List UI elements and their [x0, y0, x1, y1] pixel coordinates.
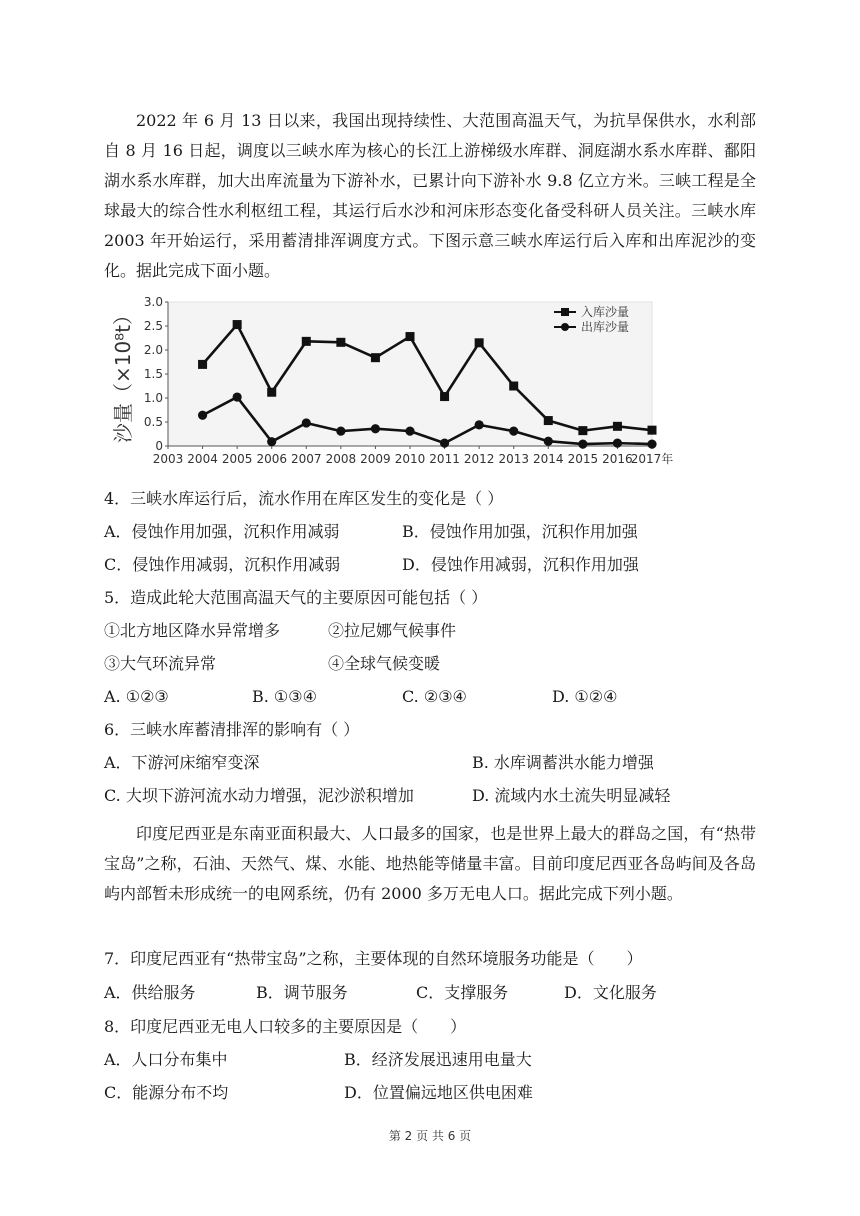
outflow-point [405, 427, 414, 436]
question-4-option-d[interactable]: D．侵蚀作用减弱，沉积作用加强 [402, 555, 639, 574]
question-5-statement-3: ③大气环流异常 [104, 654, 217, 673]
legend-label: 入库沙量 [581, 305, 630, 319]
inflow-point [578, 426, 587, 435]
x-tick-label: 2010 [394, 452, 426, 466]
inflow-point [371, 353, 380, 362]
y-tick-label: 0.5 [143, 415, 163, 429]
outflow-point [440, 439, 449, 448]
x-tick-label: 2004 [187, 452, 218, 466]
question-6-option-b[interactable]: B. 水库调蓄洪水能力增强 [472, 753, 654, 772]
question-7-option-c[interactable]: C．支撑服务 [416, 983, 509, 1002]
inflow-point [336, 338, 345, 347]
y-axis-label: 沙量（×10⁸t） [111, 304, 135, 444]
outflow-point [233, 392, 242, 401]
question-4-option-b[interactable]: B．侵蚀作用加强，沉积作用加强 [402, 522, 638, 541]
inflow-point [544, 416, 553, 425]
inflow-point [475, 338, 484, 347]
question-8-option-c[interactable]: C．能源分布不均 [104, 1083, 229, 1102]
inflow-point [440, 392, 449, 401]
question-5-statement-2: ②拉尼娜气候事件 [328, 621, 457, 640]
question-7-option-b[interactable]: B．调节服务 [256, 983, 348, 1002]
x-tick-label: 2015 [567, 452, 599, 466]
y-tick-label: 1.5 [143, 367, 163, 381]
inflow-point [233, 320, 242, 329]
outflow-point [302, 418, 311, 427]
x-tick-label: 2017年 [630, 452, 674, 466]
y-tick-label: 3.0 [143, 295, 163, 309]
x-tick-label: 2006 [256, 452, 287, 466]
x-tick-label: 2016 [602, 452, 633, 466]
outflow-point [509, 427, 518, 436]
x-tick-label: 2013 [498, 452, 529, 466]
question-4-option-c[interactable]: C．侵蚀作用减弱，沉积作用减弱 [104, 555, 341, 574]
question-5-option-c[interactable]: C. ②③④ [402, 687, 467, 706]
outflow-point [198, 411, 207, 420]
outflow-point [544, 437, 553, 446]
legend-marker [561, 308, 569, 316]
sediment-line-chart [104, 294, 674, 474]
outflow-point [336, 427, 345, 436]
question-8-option-b[interactable]: B．经济发展迅速用电量大 [344, 1050, 532, 1069]
x-tick-label: 2009 [360, 452, 391, 466]
question-7-stem: 7．印度尼西亚有“热带宝岛”之称，主要体现的自然环境服务功能是（ ） [104, 949, 643, 968]
inflow-point [509, 382, 518, 391]
inflow-point [198, 360, 207, 369]
question-6-option-d[interactable]: D. 流域内水土流失明显减轻 [472, 786, 671, 805]
question-4-option-a[interactable]: A．侵蚀作用加强，沉积作用减弱 [104, 522, 340, 541]
legend-marker [561, 323, 569, 331]
outflow-point [267, 437, 276, 446]
x-tick-label: 2005 [221, 452, 253, 466]
question-8-option-d[interactable]: D．位置偏远地区供电困难 [344, 1083, 533, 1102]
outflow-point [475, 420, 484, 429]
inflow-point [302, 337, 311, 346]
y-tick-label: 2.5 [143, 319, 163, 333]
question-5-option-a[interactable]: A. ①②③ [104, 687, 169, 706]
question-4-stem: 4．三峡水库运行后，流水作用在库区发生的变化是（ ） [104, 489, 504, 508]
inflow-point [613, 422, 622, 431]
question-6-option-a[interactable]: A．下游河床缩窄变深 [104, 753, 260, 772]
question-5-stem: 5．造成此轮大范围高温天气的主要原因可能包括（ ） [104, 588, 488, 607]
x-tick-label: 2011 [429, 452, 460, 466]
x-tick-label: 2007 [291, 452, 322, 466]
passage-2: 印度尼西亚是东南亚面积最大、人口最多的国家，也是世界上最大的群岛之国，有“热带宝岛”之称，石油、天然气、煤、水能、地热能等储量丰富。目前印度尼西亚各岛屿间及各岛屿内部暂未形成统一的电网系统，仍有 2000 多万无电人口。据此完成下列小题。 [104, 824, 756, 903]
inflow-point [406, 332, 415, 341]
x-tick-label: 2014 [533, 452, 564, 466]
question-8-stem: 8．印度尼西亚无电人口较多的主要原因是（ ） [104, 1017, 467, 1036]
passage-1: 2022 年 6 月 13 日以来，我国出现持续性、大范围高温天气，为抗旱保供水，水利部自 8 月 16 日起，调度以三峡水库为核心的长江上游梯级水库群、洞庭湖水系水库群、鄱阳湖水系水库群，加大出库流量为下游补水，已累计向下游补水 9.8 亿立方米。三峡工程是全球最大的综合性水利枢纽工程，其运行后水沙和河床形态变化备受科研人员关注。三峡水库 2003 年开始运行，采用蓄清排浑调度方式。下图示意三峡水库运行后入库和出库泥沙的变化。据此完成下面小题。 [104, 111, 756, 280]
y-tick-label: 2.0 [143, 343, 163, 357]
question-7-option-d[interactable]: D．文化服务 [564, 983, 657, 1002]
question-7-option-a[interactable]: A．供给服务 [104, 983, 196, 1002]
question-8-option-a[interactable]: A．人口分布集中 [104, 1050, 228, 1069]
outflow-point [647, 439, 656, 448]
question-5-statement-1: ①北方地区降水异常增多 [104, 621, 281, 640]
question-5-option-d[interactable]: D. ①②④ [552, 687, 618, 706]
outflow-point [578, 439, 587, 448]
y-tick-label: 1.0 [143, 391, 163, 405]
x-tick-label: 2003 [152, 452, 184, 466]
question-6-stem: 6．三峡水库蓄清排浑的影响有（ ） [104, 720, 360, 739]
x-tick-label: 2008 [325, 452, 357, 466]
question-5-option-b[interactable]: B. ①③④ [252, 687, 317, 706]
inflow-point [267, 388, 276, 397]
y-tick-label: 0 [155, 439, 163, 453]
question-6-option-c[interactable]: C. 大坝下游河流水动力增强，泥沙淤积增加 [104, 786, 414, 805]
outflow-point [613, 439, 622, 448]
legend-label: 出库沙量 [581, 320, 630, 334]
question-5-statement-4: ④全球气候变暖 [328, 654, 441, 673]
outflow-point [371, 424, 380, 433]
page-footer: 第 2 页 共 6 页 [388, 1129, 472, 1143]
inflow-point [648, 426, 657, 435]
x-tick-label: 2012 [463, 452, 495, 466]
